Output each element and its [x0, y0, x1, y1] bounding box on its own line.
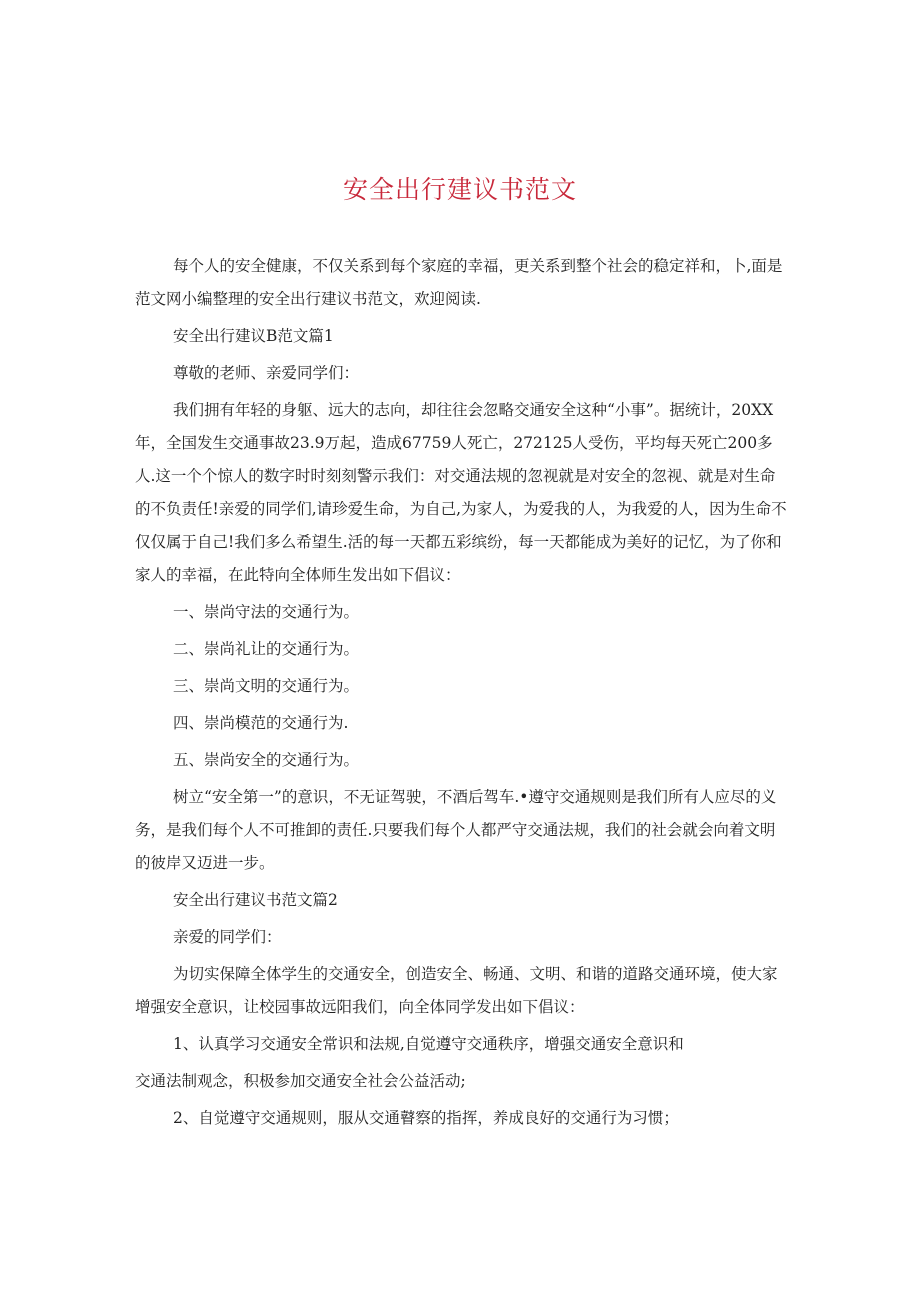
body-paragraph: 为切实保障全体学生的交通安全，创造安全、畅通、文明、和谐的道路交通环境，使大家增强安全意识，让校园事故远阳我们，向全体同学发出如下倡议：: [135, 965, 778, 1016]
proposal-item-2: 二、崇尚礼让的交通行为。: [173, 640, 360, 658]
document-body: [135, 250, 790, 1135]
numbered-item-2: 2、自觉遵守交通规则，服从交通瞽察的指挥，养成良好的交通行为习惯；: [173, 1109, 679, 1127]
intro-paragraph: 每个人的安全健康，不仅关系到每个家庭的幸福，更关系到整个社会的稳定祥和，卜,面是范文网小编整理的安全出行建议书范文，欢迎阅读.: [135, 257, 783, 308]
salutation-2: 亲爱的同学们：: [173, 928, 282, 946]
body-paragraph: 树立“安全第一”的意识，不无证驾驶，不酒后驾车.•遵守交通规则是我们所有人应尽的义务，是我们每个人不可推卸的责任.只要我们每个人都严守交通法规，我们的社会就会向着文明的彼岸又迈进一步。: [135, 788, 777, 872]
numbered-item-1-continued: 交通法制观念，积极参加交通安全社会公益活动;: [135, 1072, 466, 1090]
salutation-1: 尊敬的老师、亲爱同学们：: [173, 364, 360, 382]
body-paragraph: 我们拥有年轻的身躯、远大的志向，却往往会忽略交通安全这种“小事”。据统计，20XX年，全国发生交通事故23.9万起，造成67759人死亡，272125人受伤，平均每天死亡200多人.这一个个惊人的数字时时刻刻警示我们：对交通法规的忽视就是对安全的忽视、就是对生命的不负责任!亲爱的同学们,请珍爱生命，为自己,为家人，为爱我的人，为我爱的人，因为生命不仅仅属于自己!我们多么希望生.活的每一天都五彩缤纷，每一天都能成为美好的记忆，为了你和家人的幸福，在此特向全体师生发出如下倡议：: [135, 401, 787, 584]
proposal-item-1: 一、崇尚守法的交通行为。: [173, 603, 360, 621]
section-heading-2: 安全出行建议书范文篇2: [173, 891, 338, 909]
proposal-item-4: 四、崇尚模范的交通行为.: [173, 714, 349, 732]
document-title: 安全出行建议书范文: [342, 175, 577, 204]
proposal-item-3: 三、崇尚文明的交通行为。: [173, 677, 360, 695]
proposal-item-5: 五、崇尚安全的交通行为。: [173, 751, 360, 769]
section-heading-1: 安全出行建议B范文篇1: [173, 327, 334, 345]
numbered-item-1: 1、认真学习交通安全常识和法规,自觉遵守交通秩序，增强交通安全意识和: [173, 1035, 684, 1053]
